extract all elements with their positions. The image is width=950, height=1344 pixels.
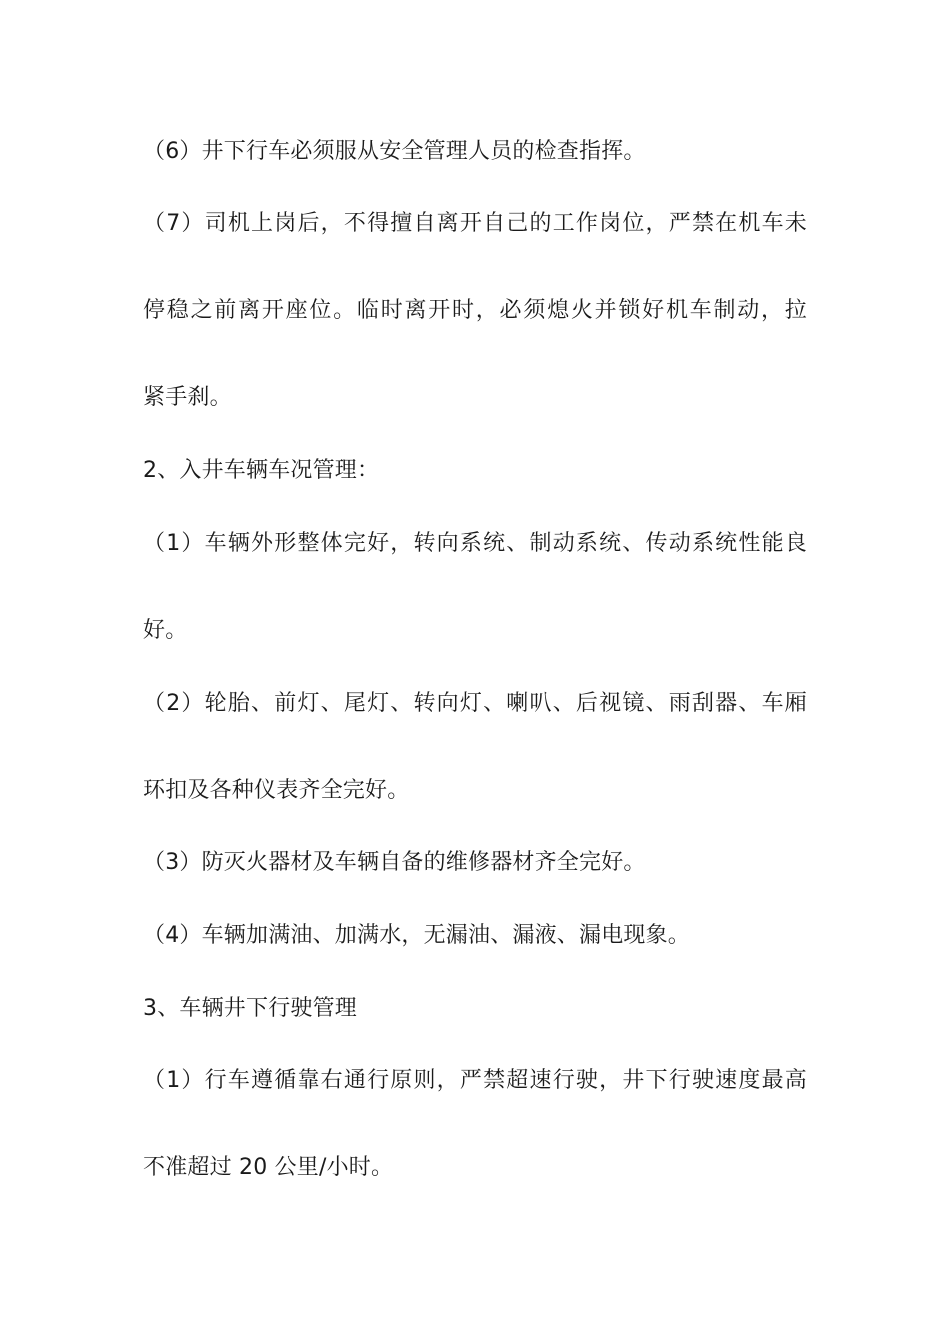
- paragraph-line-car-2-b: 环扣及各种仪表齐全完好。: [143, 778, 410, 803]
- paragraph-line-car-1-b: 好。: [143, 618, 188, 643]
- paragraph-line-rule-7-c: 紧手刹。: [143, 385, 232, 410]
- paragraph-line-car-2-a: （2）轮胎、前灯、尾灯、转向灯、喇叭、后视镜、雨刮器、车厢: [143, 691, 807, 716]
- paragraph-line-rule-7-b: 停稳之前离开座位。临时离开时，必须熄火并锁好机车制动，拉: [143, 298, 807, 323]
- paragraph-line-rule-6: （6）井下行车必须服从安全管理人员的检查指挥。: [143, 139, 646, 164]
- section-heading-2: 2、入井车辆车况管理：: [143, 458, 380, 483]
- paragraph-line-rule-7-a: （7）司机上岗后，不得擅自离开自己的工作岗位，严禁在机车未: [143, 211, 807, 236]
- paragraph-line-car-4: （4）车辆加满油、加满水，无漏油、漏液、漏电现象。: [143, 923, 690, 948]
- paragraph-line-car-3: （3）防灭火器材及车辆自备的维修器材齐全完好。: [143, 850, 646, 875]
- paragraph-line-drive-1-a: （1）行车遵循靠右通行原则，严禁超速行驶，井下行驶速度最高: [143, 1068, 807, 1093]
- paragraph-line-car-1-a: （1）车辆外形整体完好，转向系统、制动系统、传动系统性能良: [143, 531, 807, 556]
- section-heading-3: 3、车辆井下行驶管理: [143, 996, 357, 1021]
- paragraph-line-drive-1-b: 不准超过 20 公里/小时。: [143, 1155, 394, 1180]
